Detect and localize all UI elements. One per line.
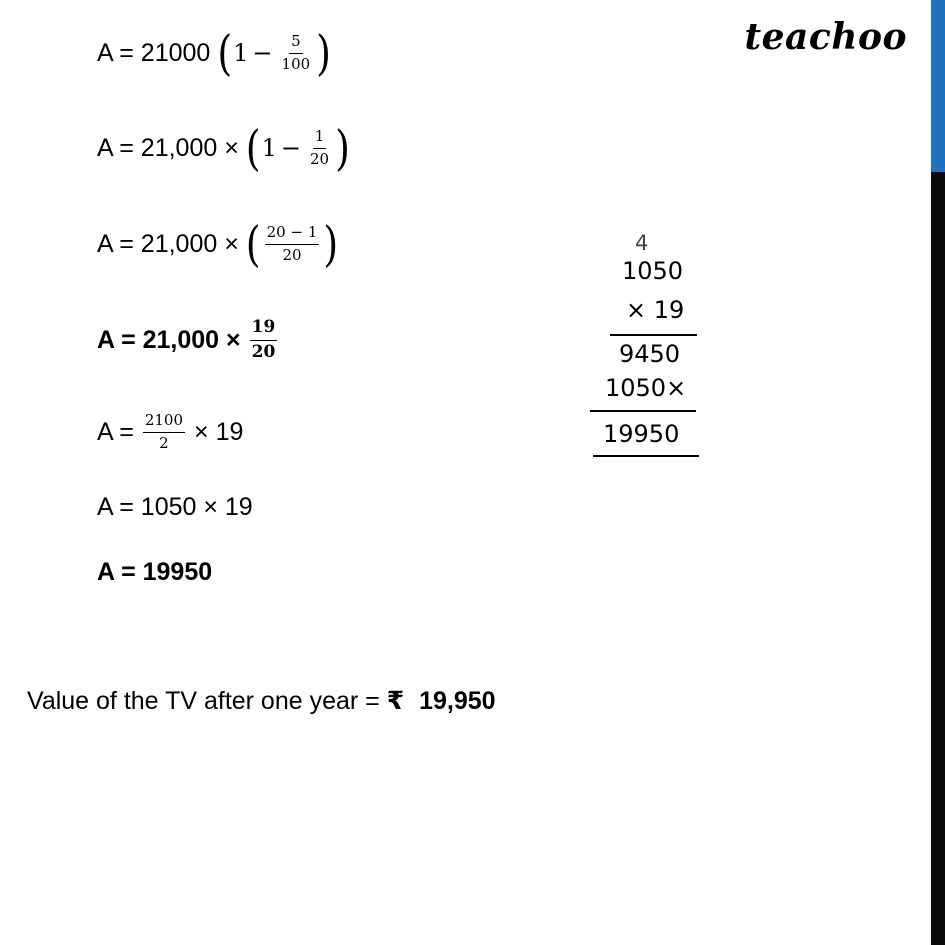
step-1-minus: − [252,39,273,67]
step-line-4 [97,315,280,365]
step-5-fraction [143,412,185,452]
rule-line-3 [593,455,699,457]
step-5-numerator: 2100 [143,412,185,432]
rule-line-2 [590,410,696,412]
step-1-one: 1 [233,39,249,67]
multiplier: × 19 [626,296,685,324]
step-2-numerator: 1 [313,128,327,148]
step-1-fraction [280,33,313,73]
multiplicand: 1050 [622,257,684,285]
step-5-lhs: A = [97,417,134,446]
step-line-7: A = 19950 [97,557,213,586]
rupee-symbol: ₹ [386,687,405,715]
right-paren: ) [335,120,350,176]
conclusion-value: 19,950 [419,687,496,715]
step-3-lhs: A = 21,000 × [97,229,239,258]
left-paren: ( [217,25,233,81]
sidebar-accent-strip [931,0,945,172]
step-line-2 [97,120,351,176]
step-1-numerator: 5 [289,33,303,53]
teachoo-logo: teachoo [744,16,907,58]
step-2-minus: − [280,134,302,162]
step-2-denominator: 20 [310,149,330,168]
step-line-6: A = 1050 × 19 [97,492,253,521]
multiplication-result: 19950 [603,420,680,448]
rule-line-1 [610,334,697,336]
conclusion-line [27,689,496,714]
step-1-lhs: A = 21000 [97,38,211,67]
step-4-lhs: A = 21,000 × [97,325,241,354]
step-1-denominator: 100 [281,54,311,73]
step-line-5 [97,407,243,457]
step-5-rhs: × 19 [194,417,244,446]
step-4-fraction [250,318,278,362]
step-5-denominator: 2 [159,433,169,452]
conclusion-text: Value of the TV after one year = [27,687,380,715]
left-paren: ( [245,216,261,272]
left-paren: ( [245,120,261,176]
step-3-numerator: 20 − 1 [265,224,320,244]
step-3-denominator: 20 [282,245,302,264]
step-line-3 [97,216,339,272]
step-3-fraction [265,224,320,264]
step-line-1 [97,25,332,81]
partial-product-1: 9450 [619,340,681,368]
step-2-fraction [308,128,331,168]
step-2-lhs: A = 21,000 × [97,133,239,162]
step-2-one: 1 [261,134,277,162]
step-4-denominator: 20 [251,341,276,362]
step-4-numerator: 19 [250,318,278,341]
carry-digit: 4 [635,231,649,255]
right-paren: ) [323,216,339,272]
partial-product-2: 1050× [605,374,687,402]
right-paren: ) [316,25,331,81]
